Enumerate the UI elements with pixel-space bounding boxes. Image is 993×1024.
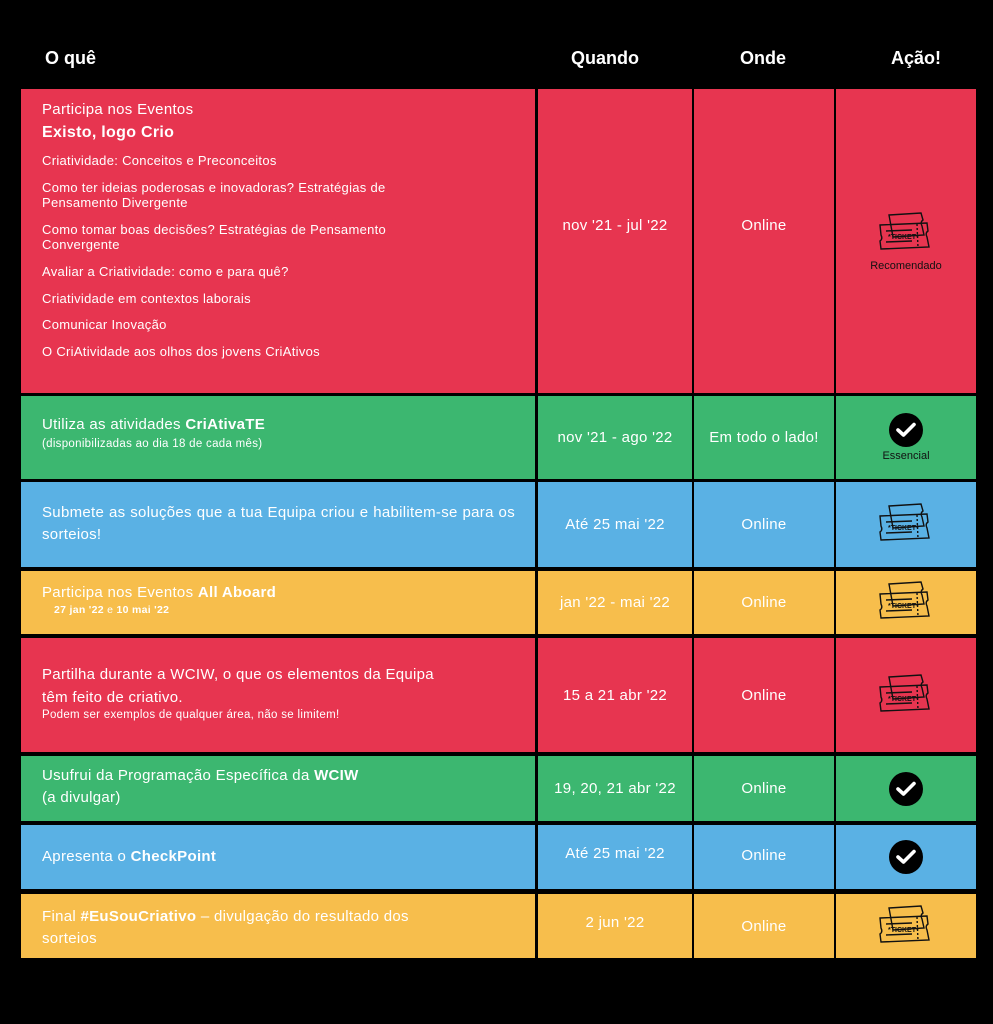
event-item: Como tomar boas decisões? Estratégias de Pensamento Convergente — [42, 221, 387, 253]
svg-text:*TICKET*: *TICKET* — [888, 525, 919, 532]
svg-text:*TICKET*: *TICKET* — [888, 233, 919, 241]
row-2-prefix: Utiliza as atividades — [42, 416, 186, 433]
row-3-where: Online — [694, 482, 834, 567]
header-where: Onde — [740, 48, 787, 68]
row-4-action[interactable] — [836, 571, 976, 634]
row-8-when: 2 jun '22 — [538, 894, 692, 950]
row-8-where: Online — [694, 894, 834, 958]
row-2-when: nov '21 - ago '22 — [538, 396, 692, 479]
row-7-where: Online — [694, 825, 834, 885]
row-5-action[interactable] — [836, 638, 976, 752]
event-item: Comunicar Inovação — [42, 317, 167, 333]
row-3-action[interactable] — [836, 482, 976, 567]
row-7-where-fill — [694, 885, 834, 889]
row-2-what — [21, 396, 535, 479]
svg-text:*TICKET*: *TICKET* — [888, 926, 919, 934]
row-1-action-label: Recomendado — [870, 259, 942, 272]
row-5-note: Podem ser exemplos de qualquer área, não se limitem! — [42, 709, 340, 721]
row-7-bold: CheckPoint — [130, 848, 217, 865]
svg-text:*TICKET*: *TICKET* — [888, 603, 919, 610]
row-3-what — [21, 482, 535, 567]
row-8-what — [21, 894, 535, 958]
row-4-date2: 10 mai '22 — [116, 604, 170, 617]
row-2-bold: CriAtivaTE — [185, 416, 266, 433]
row-6-prefix: Usufrui da Programação Específica da — [42, 767, 315, 784]
row-4-where: Online — [694, 571, 834, 634]
row-1-where-fill — [694, 361, 834, 393]
row-6-where: Online — [694, 756, 834, 821]
ticket-icon — [877, 904, 935, 949]
event-item: O CriAtividade aos olhos dos jovens CriAtivos — [42, 343, 320, 359]
row-4-prefix: Participa nos Eventos — [42, 584, 198, 601]
row-8-when-fill — [538, 950, 692, 958]
event-list — [42, 153, 515, 359]
row-7-prefix: Apresenta o — [42, 848, 131, 865]
row-4-what — [21, 571, 535, 634]
row-5-text: Partilha durante a WCIW, o que os elementos da Equipa têm feito de criativo. — [42, 666, 434, 706]
row-1-when: nov '21 - jul '22 — [538, 89, 692, 361]
row-7-action[interactable] — [836, 825, 976, 889]
row-4-bold: All Aboard — [197, 584, 277, 601]
ticket-icon — [877, 211, 935, 256]
row-6-action[interactable] — [836, 756, 976, 821]
header-when: Quando — [571, 48, 639, 68]
row-5-where: Online — [694, 638, 834, 752]
row-1-what — [21, 89, 535, 393]
svg-text:*TICKET*: *TICKET* — [888, 695, 919, 703]
row-2-action[interactable] — [836, 396, 976, 479]
row-5-when: 15 a 21 abr '22 — [538, 638, 692, 752]
row-1-title: Existo, logo Crio — [42, 123, 175, 141]
ticket-icon — [877, 673, 935, 718]
row-4-date1: 27 jan '22 — [54, 604, 104, 617]
row-1-when-fill — [538, 361, 692, 393]
ticket-icon — [877, 580, 935, 625]
header-action: Ação! — [891, 48, 942, 68]
row-4-when: jan '22 - mai '22 — [538, 571, 692, 634]
event-item: Avaliar a Criatividade: como e para quê? — [42, 263, 289, 279]
row-1-action[interactable] — [836, 89, 976, 393]
event-item: Criatividade: Conceitos e Preconceitos — [42, 152, 277, 168]
row-6-bold: WCIW — [314, 767, 359, 784]
event-item: Criatividade em contextos laborais — [42, 290, 251, 306]
row-1-where: Online — [694, 89, 834, 361]
row-4-and: e — [103, 604, 117, 617]
check-icon — [889, 413, 923, 447]
ticket-icon — [877, 502, 935, 547]
row-3-when: Até 25 mai '22 — [538, 482, 692, 567]
row-8-suffix: – divulgação do resultado dos sorteios — [42, 908, 409, 947]
row-2-action-label: Essencial — [882, 450, 930, 462]
header-what: O quê — [45, 48, 97, 68]
row-8-action[interactable] — [836, 894, 976, 958]
row-5-what — [21, 638, 535, 752]
row-3-text: Submete as soluções que a tua Equipa criou e habilitem-se para os sorteios! — [42, 504, 515, 543]
row-2-where: Em todo o lado! — [694, 396, 834, 479]
event-item: Como ter ideias poderosas e inovadoras? Estratégias de Pensamento Divergente — [42, 179, 386, 211]
row-8-prefix: Final — [42, 908, 81, 925]
row-7-what — [21, 825, 535, 889]
check-icon — [889, 840, 923, 874]
row-1-intro: Participa nos Eventos — [42, 101, 194, 118]
row-8-bold: #EuSouCriativo — [80, 908, 197, 925]
row-6-suffix: (a divulgar) — [42, 788, 121, 806]
row-7-when-fill — [538, 881, 692, 889]
check-icon — [889, 772, 923, 806]
row-7-when: Até 25 mai '22 — [538, 825, 692, 881]
row-6-when: 19, 20, 21 abr '22 — [538, 756, 692, 821]
row-2-note: (disponibilizadas ao dia 18 de cada mês) — [42, 437, 263, 450]
row-6-what — [21, 756, 535, 821]
